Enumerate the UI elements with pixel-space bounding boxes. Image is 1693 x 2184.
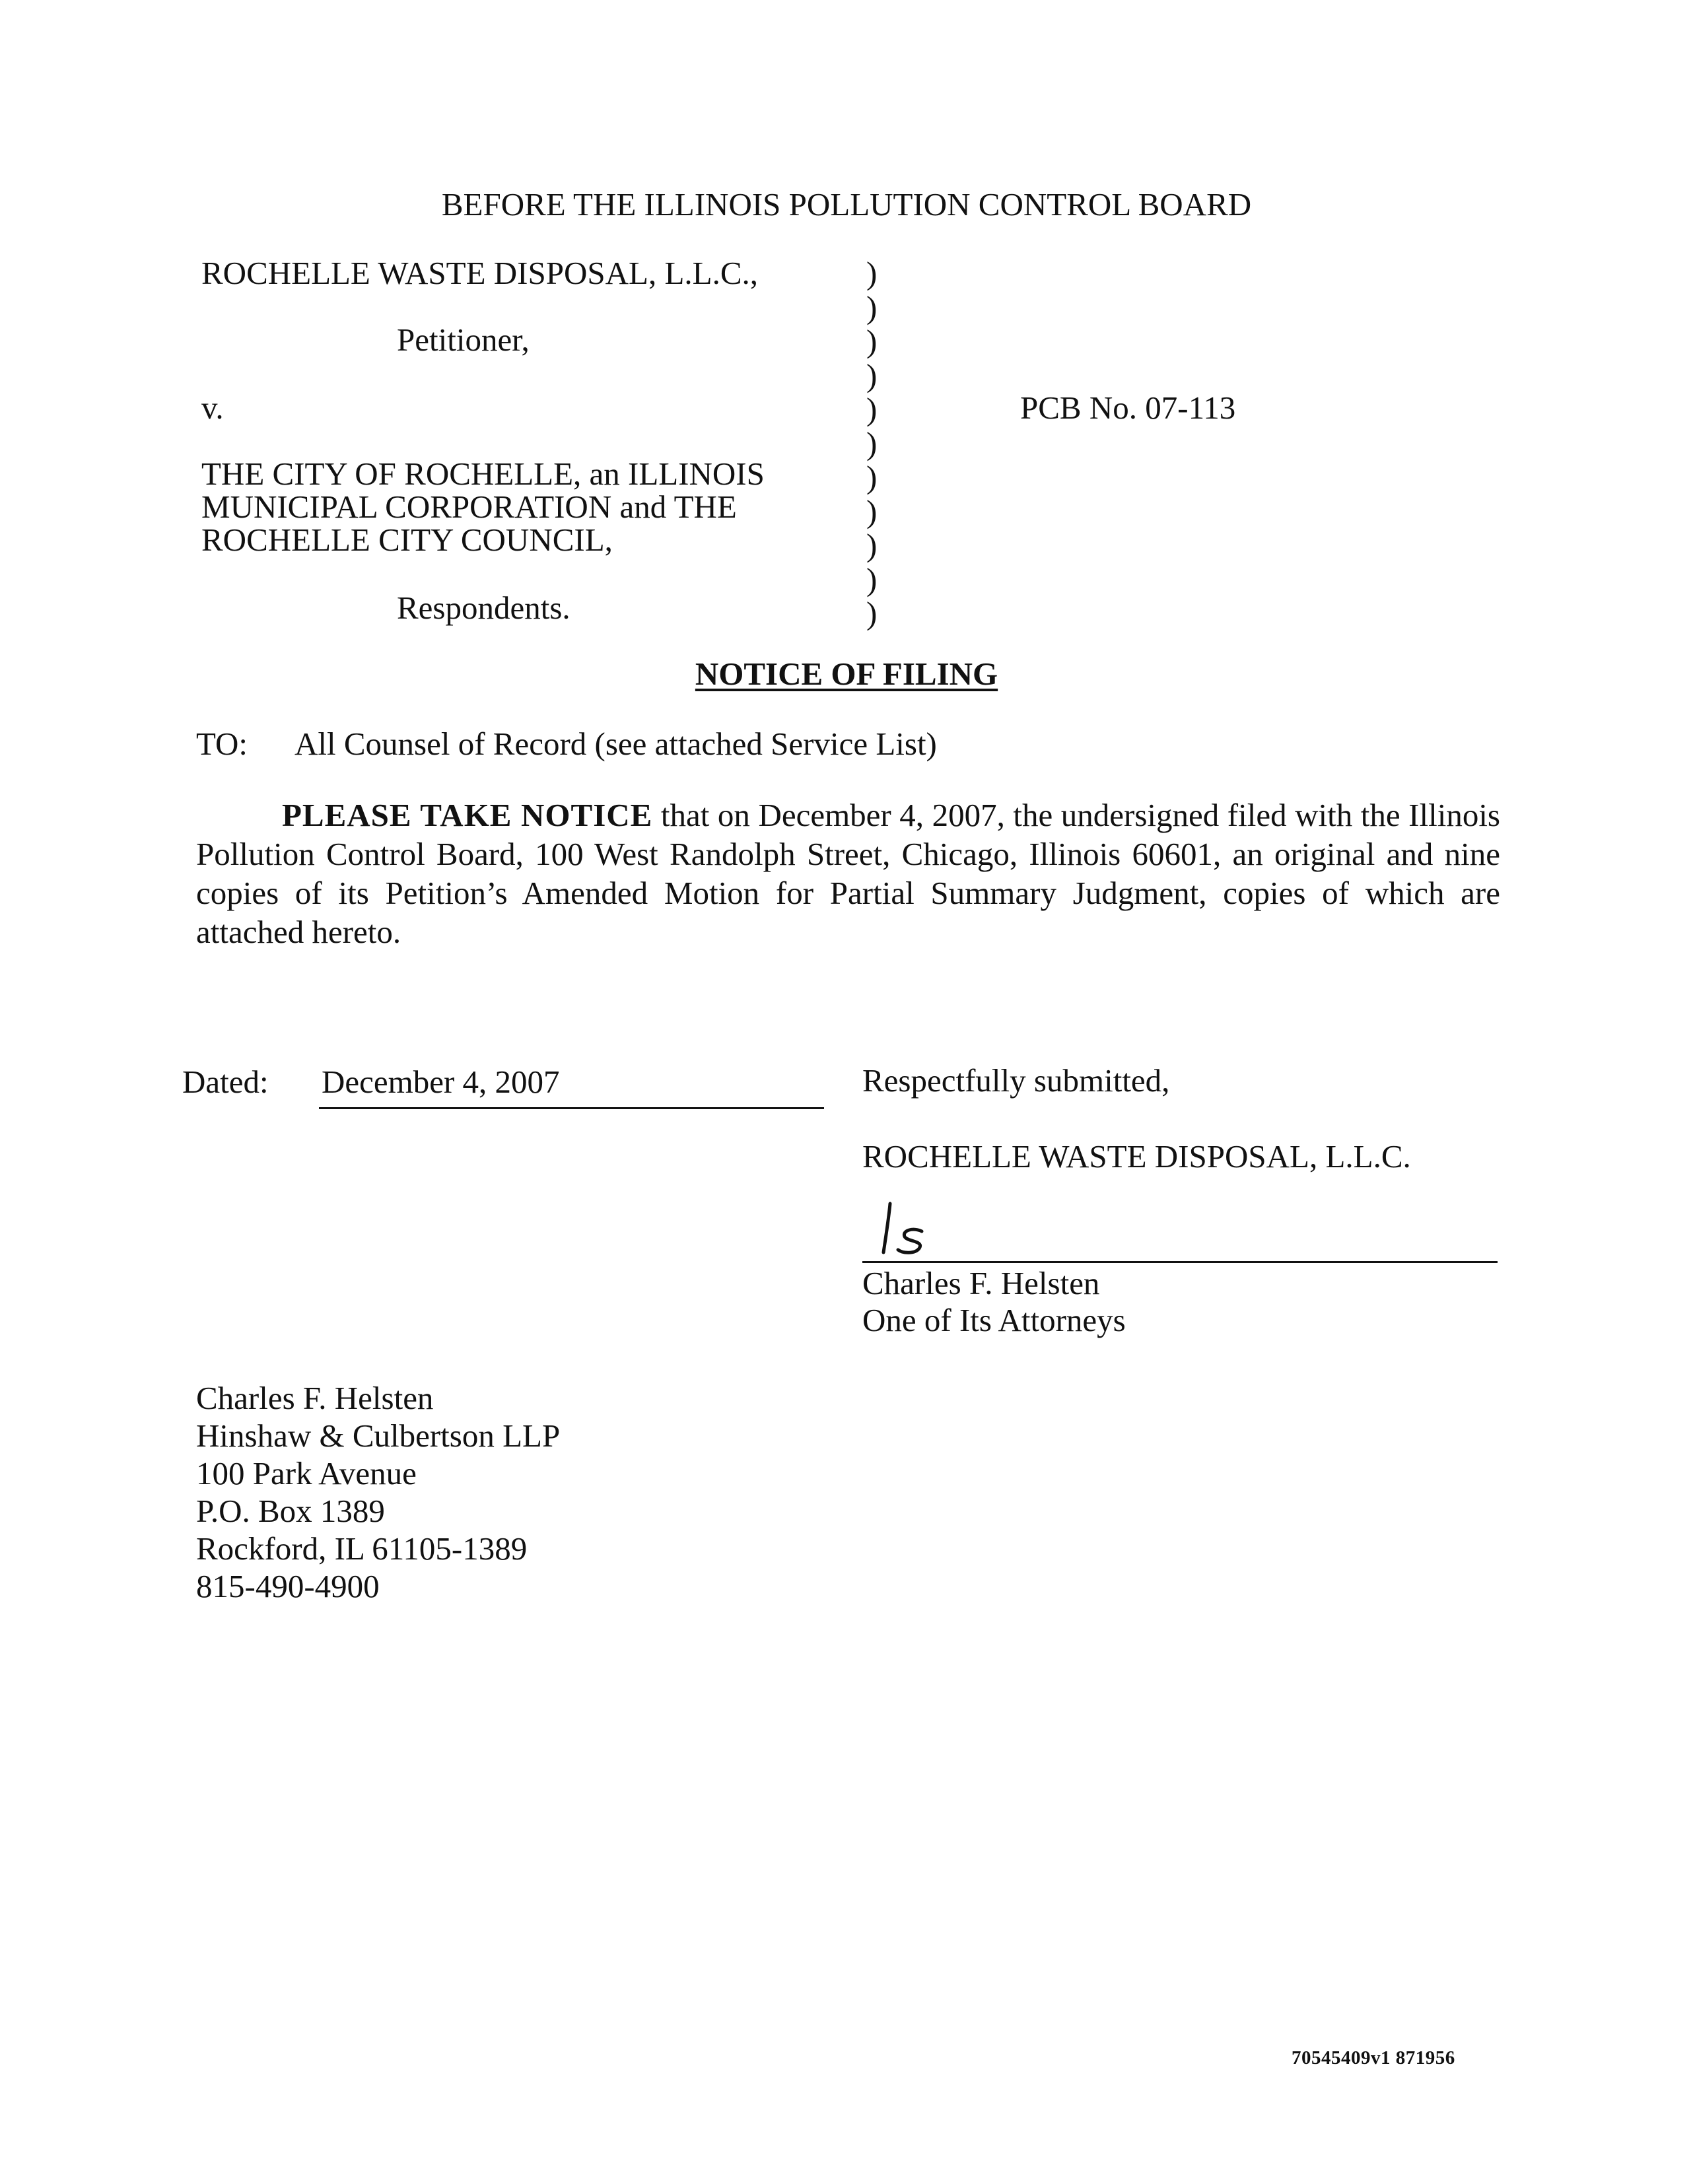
respondent-line: ROCHELLE CITY COUNCIL, bbox=[201, 522, 613, 558]
address-line: Rockford, IL 61105-1389 bbox=[196, 1530, 528, 1567]
caption-paren: ) bbox=[866, 493, 878, 529]
address-line: 100 Park Avenue bbox=[196, 1455, 417, 1491]
dated-value: December 4, 2007 bbox=[322, 1064, 560, 1100]
respondent-name bbox=[201, 458, 765, 557]
caption-parens bbox=[866, 256, 893, 631]
signature-line bbox=[862, 1261, 1498, 1263]
respondent-line: MUNICIPAL CORPORATION and THE bbox=[201, 489, 737, 525]
petitioner-name: ROCHELLE WASTE DISPOSAL, L.L.C., bbox=[201, 255, 759, 291]
versus-label: v. bbox=[201, 390, 224, 426]
notice-body bbox=[196, 796, 1500, 951]
signature-mark bbox=[870, 1198, 950, 1258]
case-number: PCB No. 07-113 bbox=[1020, 390, 1236, 426]
court-heading: BEFORE THE ILLINOIS POLLUTION CONTROL BOARD bbox=[441, 186, 1252, 222]
caption-paren: ) bbox=[866, 357, 878, 393]
signer-name: Charles F. Helsten bbox=[862, 1265, 1100, 1301]
to-label: TO: bbox=[196, 726, 248, 762]
caption-paren: ) bbox=[866, 459, 878, 495]
respondent-role: Respondents. bbox=[397, 590, 570, 626]
caption-paren: ) bbox=[866, 425, 878, 461]
address-line: 815-490-4900 bbox=[196, 1568, 380, 1604]
signer-title: One of Its Attorneys bbox=[862, 1302, 1126, 1338]
document-id: 70545409v1 871956 bbox=[1292, 2047, 1455, 2068]
closing: Respectfully submitted, bbox=[862, 1062, 1170, 1099]
signing-party: ROCHELLE WASTE DISPOSAL, L.L.C. bbox=[862, 1138, 1411, 1175]
address-line: Hinshaw & Culbertson LLP bbox=[196, 1417, 561, 1454]
notice-title: NOTICE OF FILING bbox=[695, 656, 998, 692]
notice-lead: PLEASE TAKE NOTICE bbox=[282, 797, 653, 833]
address-block bbox=[196, 1379, 560, 1605]
petitioner-role: Petitioner, bbox=[397, 322, 530, 358]
respondent-line: THE CITY OF ROCHELLE, an ILLINOIS bbox=[201, 456, 765, 492]
caption-paren: ) bbox=[866, 391, 878, 427]
caption-paren: ) bbox=[866, 595, 878, 631]
caption-paren: ) bbox=[866, 323, 878, 359]
address-line: Charles F. Helsten bbox=[196, 1380, 434, 1416]
notice-text: that on December 4, 2007, the undersigned filed with the Illinois Pollution Control Board, 100 West Randolph Street, Chicago, Illinois 60601, an original and nine copies of its Petition’s Amended Motion for Partial Summary Judgment, copies of which are attached hereto. bbox=[196, 797, 1501, 950]
caption-paren: ) bbox=[866, 527, 878, 563]
dated-label: Dated: bbox=[182, 1064, 269, 1100]
dated-underline bbox=[319, 1107, 824, 1109]
caption-paren: ) bbox=[866, 561, 878, 597]
caption-paren: ) bbox=[866, 289, 878, 325]
address-line: P.O. Box 1389 bbox=[196, 1493, 385, 1529]
caption-paren: ) bbox=[866, 255, 878, 291]
to-recipients: All Counsel of Record (see attached Service List) bbox=[294, 726, 937, 762]
